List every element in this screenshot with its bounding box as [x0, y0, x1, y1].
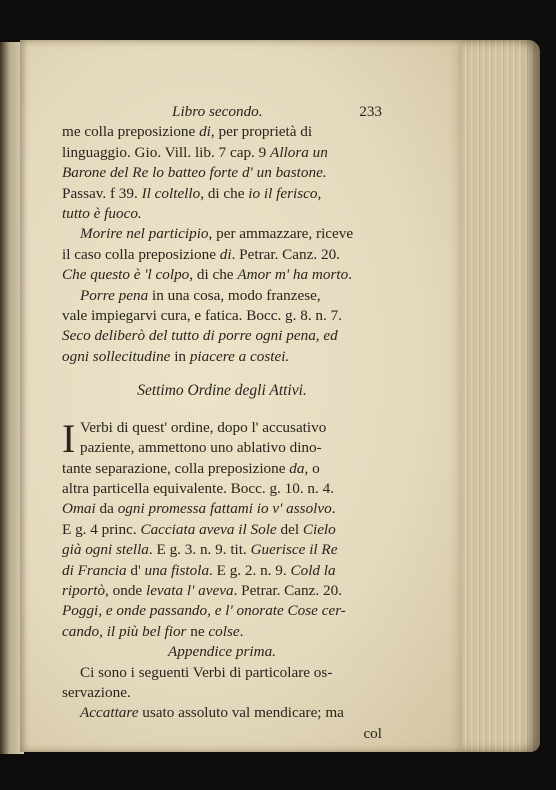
text-line — [62, 581, 382, 601]
roman-text: il caso colla preposizione — [62, 245, 220, 263]
roman-text: , per proprietà di — [210, 123, 313, 141]
roman-text: in una cosa, modo franzese, — [148, 286, 321, 304]
italic-text: levata l' aveva — [145, 581, 234, 599]
italic-text: Allora un — [270, 143, 328, 161]
text-line — [62, 459, 382, 479]
roman-text: Ci sono i seguenti Verbi di particolare os- — [80, 663, 333, 681]
page-stack-edge — [462, 40, 540, 752]
italic-text: riportò — [62, 581, 106, 599]
italic-text: Omai — [62, 500, 96, 518]
paragraph-settimo-ordine — [62, 415, 382, 642]
italic-text: Seco deliberò del tutto di porre ogni pena, ed — [62, 327, 338, 345]
text-line — [62, 438, 382, 458]
roman-text: tante separazione, colla preposizione — [62, 459, 290, 477]
italic-text: piacere a costei. — [189, 347, 290, 365]
italic-text: tutto è fuoco. — [62, 205, 142, 223]
roman-text: . Petrar. Canz. 20. — [233, 581, 342, 599]
drop-cap: I — [62, 415, 76, 461]
text-line — [62, 561, 382, 581]
text-line — [62, 601, 382, 621]
italic-text: Cold la — [290, 561, 336, 579]
italic-text: Il coltello — [141, 184, 201, 202]
roman-text: . — [239, 622, 244, 640]
italic-text: Morire nel participio — [80, 225, 209, 243]
roman-text: vale impiegarvi cura, e fatica. Bocc. g. 8. n. 7. — [62, 307, 343, 325]
catchword: col — [363, 724, 382, 742]
roman-text: paziente, ammettono uno ablativo dino- — [80, 439, 322, 457]
text-line — [62, 184, 382, 204]
roman-text: E g. 4 princ. — [62, 520, 141, 538]
roman-text: . E g. 2. n. 9. — [209, 561, 291, 579]
italic-text: Poggi, e onde passando, e l' onorate Cose cer- — [62, 602, 346, 620]
roman-text: . — [348, 266, 352, 284]
text-line — [62, 245, 382, 265]
roman-text: , onde — [105, 581, 146, 599]
running-title: Libro secondo. — [172, 103, 263, 120]
text-line — [62, 143, 382, 163]
text-line — [62, 520, 382, 540]
roman-text: in — [170, 347, 190, 365]
text-line — [62, 347, 382, 367]
roman-text: , di che — [200, 184, 249, 202]
roman-text: linguaggio. Gio. Vill. lib. 7 cap. 9 — [62, 143, 271, 161]
roman-text: usato assoluto val mendicare; ma — [138, 704, 344, 722]
roman-text: ne — [186, 622, 209, 640]
page-number: 233 — [359, 103, 382, 120]
roman-text: me colla preposizione — [62, 123, 200, 141]
running-header — [62, 102, 382, 122]
roman-text: d' — [126, 561, 145, 579]
paragraph-appendice — [62, 663, 382, 724]
text-line — [62, 418, 382, 438]
italic-text: ogni promessa fattami io v' assolvo — [117, 500, 332, 518]
roman-text: , di che — [189, 266, 238, 284]
roman-text: Verbi di quest' ordine, dopo l' accusativo — [80, 418, 327, 436]
text-line — [62, 122, 382, 142]
text-line — [62, 540, 382, 560]
roman-text: , o — [304, 459, 320, 477]
italic-text: Barone del Re lo batteo forte d' un bastone. — [62, 164, 327, 182]
italic-text: colse — [208, 622, 240, 640]
text-line — [62, 163, 382, 183]
italic-text: una fistola — [144, 561, 210, 579]
text-line — [62, 286, 382, 306]
italic-text: cando, il più bel fior — [62, 622, 187, 640]
roman-text: . — [331, 500, 336, 518]
italic-text: Guerisce il Re — [250, 541, 338, 559]
roman-text: . E g. 3. n. 9. tit. — [148, 541, 251, 559]
italic-text: Che questo è 'l colpo — [62, 266, 190, 284]
italic-text: Cacciata aveva il Sole — [140, 520, 277, 538]
italic-text: Porre pena — [80, 286, 149, 304]
section-heading: Settimo Ordine degli Attivi. — [137, 382, 307, 400]
roman-text: da — [95, 500, 118, 518]
roman-text: Passav. f 39. — [62, 184, 142, 202]
italic-text: da — [289, 459, 305, 477]
text-line — [62, 622, 382, 642]
text-line — [62, 499, 382, 519]
italic-text: ogni sollecitudine — [62, 347, 171, 365]
text-line — [62, 479, 382, 499]
italic-text: di — [199, 123, 211, 141]
roman-text: , per ammazzare, riceve — [208, 225, 354, 243]
text-line — [62, 204, 382, 224]
roman-text: servazione. — [62, 683, 131, 701]
appendix-heading: Appendice prima. — [168, 643, 276, 661]
text-line — [62, 265, 382, 285]
roman-text: . Petrar. Canz. 20. — [231, 245, 340, 263]
italic-text: Cielo — [302, 520, 336, 538]
text-line — [62, 703, 382, 723]
italic-text: io il ferisco, — [248, 184, 322, 202]
italic-text: di Francia — [62, 561, 127, 579]
text-line — [62, 306, 382, 326]
italic-text: già ogni stella — [62, 541, 149, 559]
italic-text: di — [219, 245, 232, 263]
paragraph-morire — [62, 224, 382, 285]
italic-text: Amor m' ha morto — [237, 266, 349, 284]
text-line — [62, 224, 382, 244]
text-line — [62, 326, 382, 346]
roman-text: del — [276, 520, 303, 538]
italic-text: Accattare — [80, 704, 139, 722]
page-text — [62, 102, 382, 744]
text-line — [62, 663, 382, 683]
paragraph-porre-pena — [62, 286, 382, 368]
roman-text: altra particella equivalente. Bocc. g. 10. n. 4. — [62, 479, 335, 497]
paragraph-continued — [62, 122, 382, 224]
text-line — [62, 683, 382, 703]
